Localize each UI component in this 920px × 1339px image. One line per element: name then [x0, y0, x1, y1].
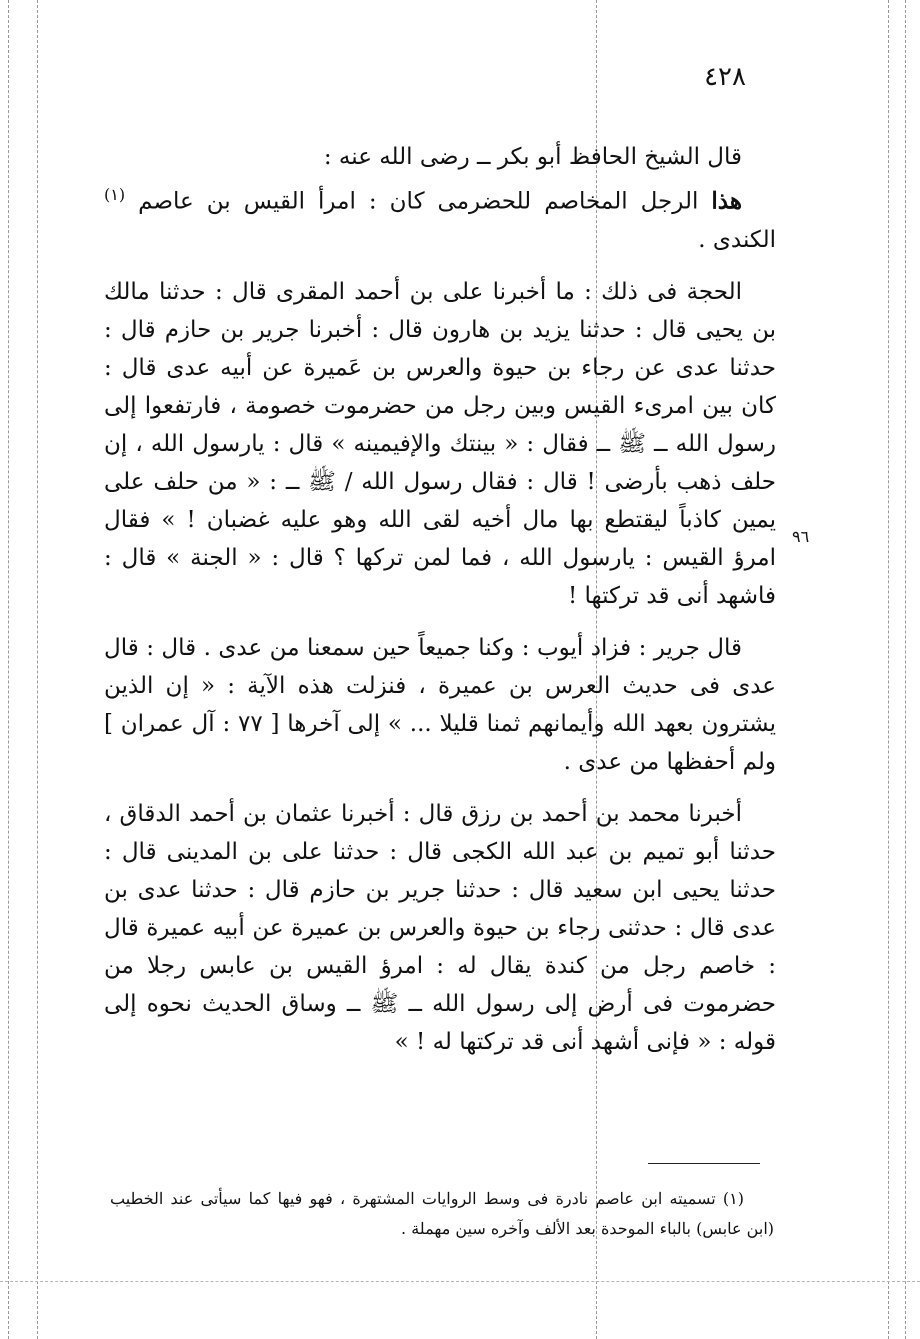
- paragraph: أخبرنا محمد بن أحمد بن رزق قال : أخبرنا عثمان بن أحمد الدقاق ، حدثنا أبو تميم بن عبد الله الكجى قال : حدثنا على بن المدينى قال : حدثنا يحيى ابن سعيد قال : حدثنا جرير بن حازم قال : حدثنا عدى بن عدى قال : حدثنى رجاء بن حيوة والعرس بن عميرة عن أبيه عميرة قال : خاصم رجل من كندة يقال له : امرؤ القيس بن عابس رجلا من حضرموت فى أرض إلى رسول الله ــ ﷺ ــ وساق الحديث نحوه إلى قوله : « فإنى أشهد أنى قد تركتها له ! »: [104, 800, 776, 1055]
- footnote-text: (١) تسميته ابن عاصم نادرة فى وسط الروايات المشتهرة ، فهو فيها كما سيأتى عند الخطيب (ابن عابس) بالباء الموحدة بعد الألف وآخره سين مهملة .: [110, 1189, 774, 1238]
- scan-guide-line: [37, 0, 38, 1339]
- margin-number: ٩٦: [792, 527, 810, 546]
- scan-guide-line: [8, 0, 9, 1339]
- footnote-divider: [648, 1163, 760, 1164]
- page-number: ٤٢٨: [704, 62, 746, 92]
- scan-guide-line: [0, 1281, 920, 1282]
- paragraph: قال جرير : فزاد أيوب : وكنا جميعاً حين سمعنا من عدى . قال : قال عدى فى حديث العرس بن عميرة ، فنزلت هذه الآية : « إن الذين يشترون بعهد الله وأيمانهم ثمنا قليلا ... » إلى آخرها [ ٧٧ : آل عمران ] ولم أحفظها من عدى .: [104, 634, 776, 775]
- scan-guide-line: [905, 0, 906, 1339]
- footnote-reference[interactable]: (١): [104, 185, 126, 204]
- paragraph: قال الشيخ الحافظ أبو بكر ــ رضى الله عنه :: [323, 144, 742, 170]
- paragraph: [104, 176, 776, 259]
- paragraph: الحجة فى ذلك : ما أخبرنا على بن أحمد المقرى قال : حدثنا مالك بن يحيى قال : حدثنا يزيد بن هارون قال : أخبرنا جرير بن حازم قال : حدثنا عدى عن رجاء بن حيوة والعرس بن عَميرة عن أبيه عدى قال : كان بين امرىء القيس وبين رجل من حضرموت خصومة ، فارتفعوا إلى رسول الله ــ ﷺ ــ فقال : « بينتك والإفيمينه » قال : يارسول الله ، إن حلف ذهب بأرضى ! قال : فقال رسول الله / ﷺ ــ : « من حلف على يمين كاذباً ليقتطع بها مال أخيه لقى الله وهو عليه غضبان ! » فقال امرؤ القيس : يارسول الله ، فما لمن تركها ؟ قال : « الجنة » قال : فاشهد أنى قد تركتها !: [104, 278, 776, 609]
- footnote: [110, 1184, 774, 1244]
- main-text: [104, 138, 776, 1061]
- paragraph-text: الكندى .: [698, 226, 776, 253]
- paragraph-text: الرجل المخاصم للحضرمى كان : امرأ القيس بن عاصم: [125, 188, 712, 215]
- scan-guide-line: [888, 0, 889, 1339]
- lead-word: هذا: [711, 187, 742, 215]
